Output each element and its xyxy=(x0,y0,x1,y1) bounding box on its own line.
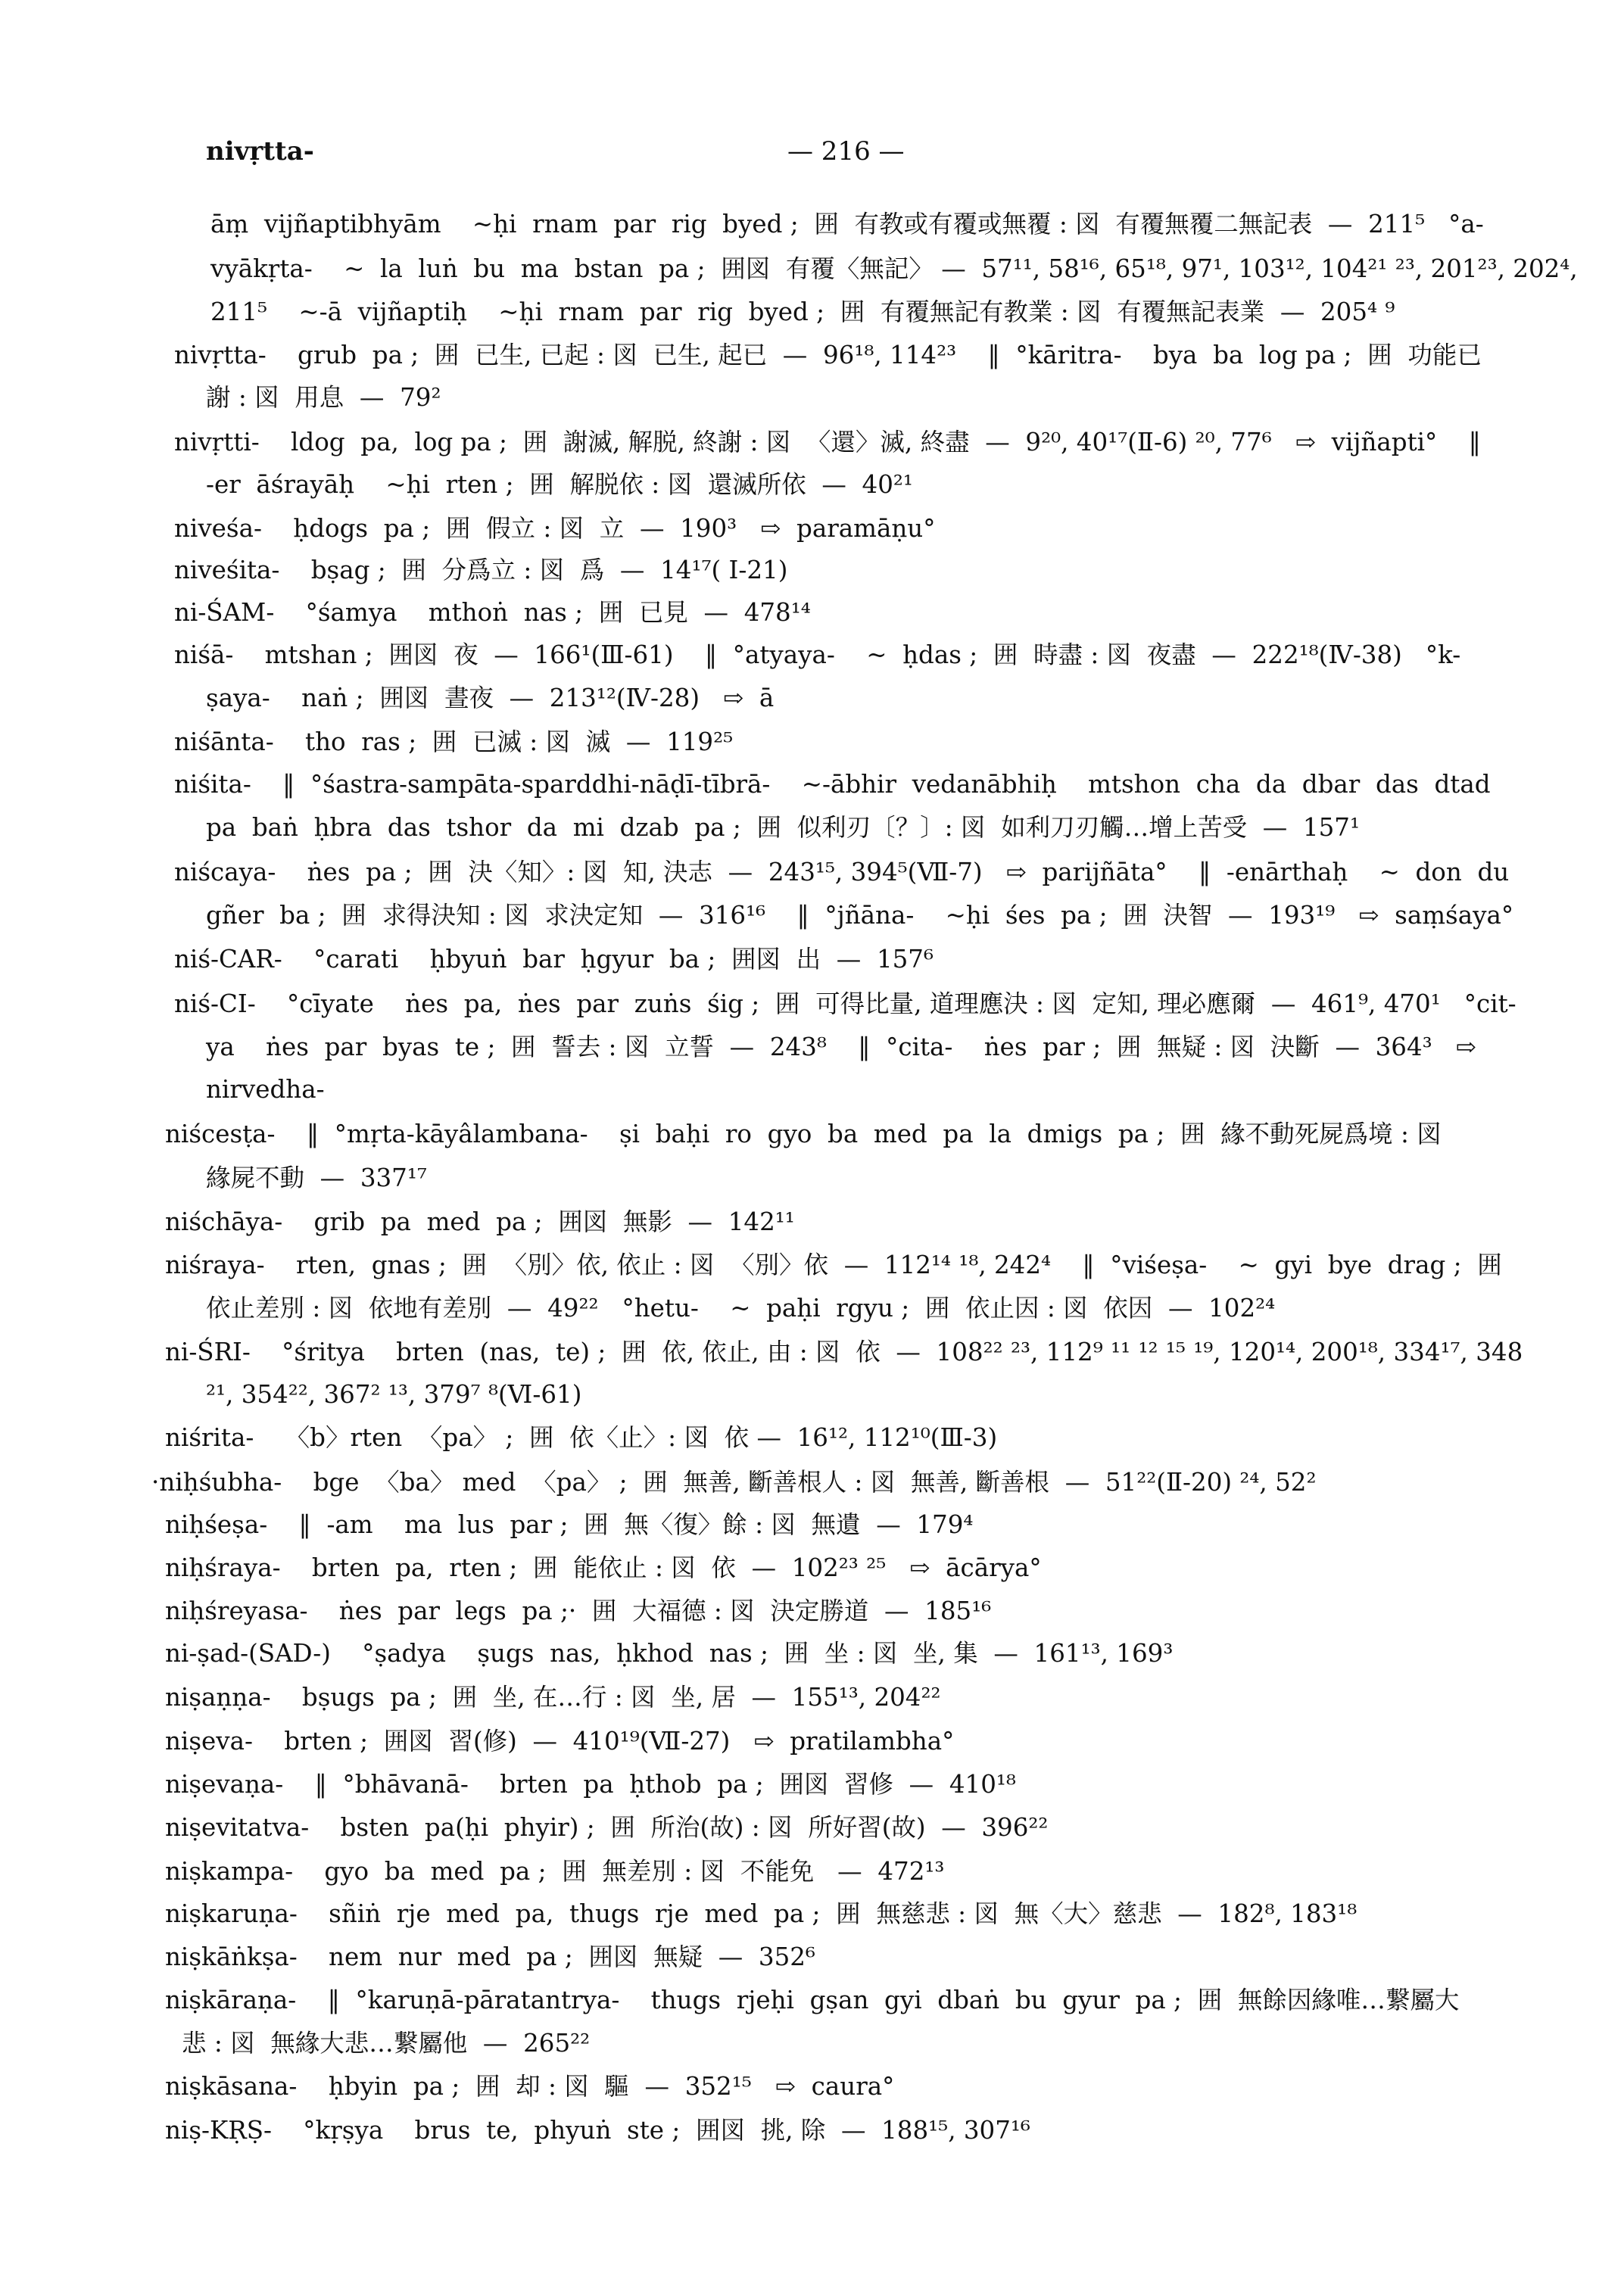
running-head: nivṛtta- xyxy=(206,136,314,167)
entry-line xyxy=(0,1461,1624,1503)
entry-line xyxy=(0,376,1624,419)
entry-line xyxy=(0,1113,1624,1155)
entry-line-text: pa baṅ ḥbra das tshor da mi dzab pa ; 囲 似利刃〔？〕: 図 如利刀刃觸…增上苦受 — 157¹ xyxy=(206,813,1360,842)
entry-line xyxy=(0,1547,1624,1589)
entry-line xyxy=(0,894,1624,936)
entry-line-text: 依止差別 : 図 依地有差別 — 49²² °hetu- ~ paḥi rgyu ; 囲 依止因 : 図 依因 — 102²⁴ xyxy=(206,1294,1276,1323)
entry-line xyxy=(0,1026,1624,1068)
entry-line-text: niśita- ‖ °śastra-sampāta-sparddhi-nāḍī-tībrā- ~-ābhir vedanābhiḥ mtshon cha da dbar das dtad xyxy=(174,770,1491,799)
entry-line xyxy=(0,1893,1624,1935)
entry-line-text: niveśa- ḥdogs pa ; 囲 假立 : 図 立 — 190³ ⇨ paramāṇu° xyxy=(174,514,936,543)
entry-line xyxy=(0,1287,1624,1329)
entry-line xyxy=(0,1503,1624,1546)
entry-line xyxy=(0,421,1624,463)
entry-line-text: 緣屍不動 — 337¹⁷ xyxy=(206,1164,427,1192)
entry-line xyxy=(0,1068,1624,1111)
entry-line-text: niśānta- tho ras ; 囲 已滅 : 図 滅 — 119²⁵ xyxy=(174,727,734,756)
entry-line-text: niṣkampa- gyo ba med pa ; 囲 無差別 : 図 不能免 — 472¹³ xyxy=(165,1857,945,1886)
entry-line-text: niḥśreyasa- ṅes par legs pa ;· 囲 大福德 : 図 決定勝道 — 185¹⁶ xyxy=(165,1597,992,1625)
entry-line-text: niṣeva- brten ; 囲図 習(修) — 410¹⁹(Ⅶ-27) ⇨ pratilambha° xyxy=(165,1727,955,1756)
entry-line xyxy=(0,203,1624,245)
entry-line-text: ni-ŚAM- °śamya mthoṅ nas ; 囲 已見 — 478¹⁴ xyxy=(174,598,811,627)
entry-line xyxy=(0,1720,1624,1762)
entry-line-text: niḥśraya- brten pa, rten ; 囲 能依止 : 図 依 — 102²³ ²⁵ ⇨ ācārya° xyxy=(165,1553,1042,1582)
entry-line-text: ²¹, 354²², 367² ¹³, 379⁷ ⁸(Ⅵ-61) xyxy=(206,1380,582,1409)
entry-line-text: āṃ vijñaptibhyām ~ḥi rnam par rig byed ; 囲 有教或有覆或無覆 : 図 有覆無覆二無記表 — 211⁵ °a- xyxy=(210,210,1484,238)
entry-line xyxy=(0,1979,1624,2021)
entry-line-text: 謝 : 図 用息 — 79² xyxy=(206,383,441,412)
entry-line xyxy=(0,591,1624,634)
entry-line xyxy=(0,549,1624,591)
entry-line xyxy=(0,1936,1624,1978)
entry-line-text: ṣaya- naṅ ; 囲図 晝夜 — 213¹²(Ⅳ-28) ⇨ ā xyxy=(206,684,775,712)
entry-line-text: niś-CAR- °carati ḥbyuṅ bar ḥgyur ba ; 囲図 出 — 157⁶ xyxy=(174,945,934,974)
entry-line-text: niṣ-KṚṢ- °kṛṣya brus te, phyuṅ ste ; 囲図 挑, 除 — 188¹⁵, 307¹⁶ xyxy=(165,2116,1030,2145)
entry-line-text: niś-CI- °cīyate ṅes pa, ṅes par zuṅs śig ; 囲 可得比量, 道理應決 : 図 定知, 理必應爾 — 461⁹, 470¹ °cit- xyxy=(174,989,1516,1018)
entry-line-text: niśrita- 〈b〉rten 〈pa〉 ; 囲 依〈止〉: 図 依 — 16¹², 112¹⁰(Ⅲ-3) xyxy=(165,1423,998,1452)
entry-line xyxy=(0,2109,1624,2151)
entry-line-text: niśā- mtshan ; 囲図 夜 — 166¹(Ⅲ-61) ‖ °atyaya- ~ ḥdas ; 囲 時盡 : 図 夜盡 — 222¹⁸(Ⅳ-38) °k- xyxy=(174,640,1461,669)
entry-line-text: niṣevaṇa- ‖ °bhāvanā- brten pa ḥthob pa ; 囲図 習修 — 410¹⁸ xyxy=(165,1770,1016,1799)
entry-line xyxy=(0,851,1624,893)
entry-line-text: gñer ba ; 囲 求得決知 : 図 求決定知 — 316¹⁶ ‖ °jñāna- ~ḥi śes pa ; 囲 決智 — 193¹⁹ ⇨ saṃśaya° xyxy=(206,901,1514,930)
entry-line-text: niṣkāraṇa- ‖ °karuṇā-pāratantrya- thugs rjeḥi gṣan gyi dbaṅ bu gyur pa ; 囲 無餘因緣唯…繋屬大 xyxy=(165,1986,1460,2014)
entry-line xyxy=(0,1590,1624,1632)
entry-line-text: niveśita- bṣag ; 囲 分爲立 : 図 爲 — 14¹⁷( Ⅰ-21) xyxy=(174,556,788,584)
entry-line-text: niśchāya- grib pa med pa ; 囲図 無影 — 142¹¹ xyxy=(165,1207,795,1236)
entry-line-text: niśraya- rten, gnas ; 囲 〈別〉依, 依止 : 図 〈別〉依 — 112¹⁴ ¹⁸, 242⁴ ‖ °viśeṣa- ~ gyi bye drag ; 囲 xyxy=(165,1251,1502,1279)
entry-line-text: niṣkāsana- ḥbyin pa ; 囲 却 : 図 驅 — 352¹⁵ ⇨ caura° xyxy=(165,2072,895,2101)
entry-line-text: niścaya- ṅes pa ; 囲 決〈知〉: 図 知, 決志 — 243¹⁵, 394⁵(Ⅶ-7) ⇨ parijñāta° ‖ -enārthaḥ ~ don du xyxy=(174,858,1510,886)
entry-line-text: niṣevitatva- bsten pa(ḥi phyir) ; 囲 所治(故) : 図 所好習(故) — 396²² xyxy=(165,1813,1049,1842)
entry-line-text: nivṛtti- ldog pa, log pa ; 囲 謝滅, 解脱, 終謝 : 図 〈還〉滅, 終盡 — 9²⁰, 40¹⁷(Ⅱ-6) ²⁰, 77⁶ ⇨ vijñapti° ‖ xyxy=(174,428,1481,456)
entry-line xyxy=(0,334,1624,376)
entry-line-text: ya ṅes par byas te ; 囲 誓去 : 図 立誓 — 243⁸ ‖ °cita- ṅes par ; 囲 無疑 : 図 決斷 — 364³ ⇨ xyxy=(206,1033,1476,1061)
entry-line xyxy=(0,763,1624,805)
entry-line xyxy=(0,1373,1624,1416)
entry-line xyxy=(0,463,1624,506)
entry-line-text: ·niḥśubha- bge 〈ba〉 med 〈pa〉 ; 囲 無善, 斷善根人 : 図 無善, 斷善根 — 51²²(Ⅱ-20) ²⁴, 52² xyxy=(151,1468,1317,1497)
entry-line xyxy=(0,938,1624,980)
entry-line xyxy=(0,2065,1624,2108)
page-number: — 216 — xyxy=(787,136,905,167)
entry-line xyxy=(0,721,1624,763)
entry-line-text: nirvedha- xyxy=(206,1075,325,1104)
entry-line-text: niḥśeṣa- ‖ -am ma lus par ; 囲 無〈復〉餘 : 図 無遺 — 179⁴ xyxy=(165,1510,974,1539)
entry-line-text: vyākṛta- ~ la luṅ bu ma bstan pa ; 囲図 有覆〈無記〉 — 57¹¹, 58¹⁶, 65¹⁸, 97¹, 103¹², 104²¹ ²³, 201²³, 202⁴, xyxy=(210,254,1578,283)
entry-line-text: nivṛtta- grub pa ; 囲 已生, 已起 : 図 已生, 起已 — 96¹⁸, 114²³ ‖ °kāritra- bya ba log pa ; 囲 功能已 xyxy=(174,341,1482,369)
entry-line xyxy=(0,1676,1624,1718)
entry-line-text: niścesṭa- ‖ °mṛta-kāyâlambana- ṣi baḥi ro gyo ba med pa la dmigs pa ; 囲 緣不動死屍爲境 : 図 xyxy=(165,1120,1442,1148)
entry-line xyxy=(0,1331,1624,1373)
entry-line-text: niṣkaruṇa- sñiṅ rje med pa, thugs rje med pa ; 囲 無慈悲 : 図 無〈大〉慈悲 — 182⁸, 183¹⁸ xyxy=(165,1899,1357,1928)
entry-line xyxy=(0,677,1624,719)
entry-line-text: 211⁵ ~-ā vijñaptiḥ ~ḥi rnam par rig byed ; 囲 有覆無記有教業 : 図 有覆無記表業 — 205⁴ ⁹ xyxy=(210,298,1395,326)
entry-line xyxy=(0,1763,1624,1805)
entry-line xyxy=(0,1244,1624,1286)
entry-line xyxy=(0,983,1624,1025)
entry-line xyxy=(0,1201,1624,1243)
entry-line-text: ni-ṣad-(SAD-) °ṣadya ṣugs nas, ḥkhod nas ; 囲 坐 : 図 坐, 集 — 161¹³, 169³ xyxy=(165,1639,1174,1668)
entry-line xyxy=(0,1806,1624,1849)
entry-line xyxy=(0,248,1624,290)
entry-line xyxy=(0,507,1624,550)
entry-line-text: niṣaṇṇa- bṣugs pa ; 囲 坐, 在…行 : 図 坐, 居 — 155¹³, 204²² xyxy=(165,1683,941,1712)
entry-line xyxy=(0,1850,1624,1893)
entry-line xyxy=(0,1157,1624,1199)
entry-line xyxy=(0,1416,1624,1459)
entry-line xyxy=(0,806,1624,849)
entry-line xyxy=(0,1632,1624,1675)
entry-line-text: niṣkāṅkṣa- nem nur med pa ; 囲図 無疑 — 352⁶ xyxy=(165,1943,815,1971)
entry-line-text: -er āśrayāḥ ~ḥi rten ; 囲 解脱依 : 図 還滅所依 — 40²¹ xyxy=(206,470,913,499)
entry-line xyxy=(0,291,1624,333)
entry-line-text: 悲 : 図 無緣大悲…繋屬他 — 265²² xyxy=(182,2029,591,2058)
entry-line-text: ni-ŚRI- °śritya brten (nas, te) ; 囲 依, 依止, 由 : 図 依 — 108²² ²³, 112⁹ ¹¹ ¹² ¹⁵ ¹⁹, 120¹⁴, 200¹⁸, 334¹⁷, 348 xyxy=(165,1338,1523,1366)
entry-line xyxy=(0,2022,1624,2064)
entry-line xyxy=(0,634,1624,676)
